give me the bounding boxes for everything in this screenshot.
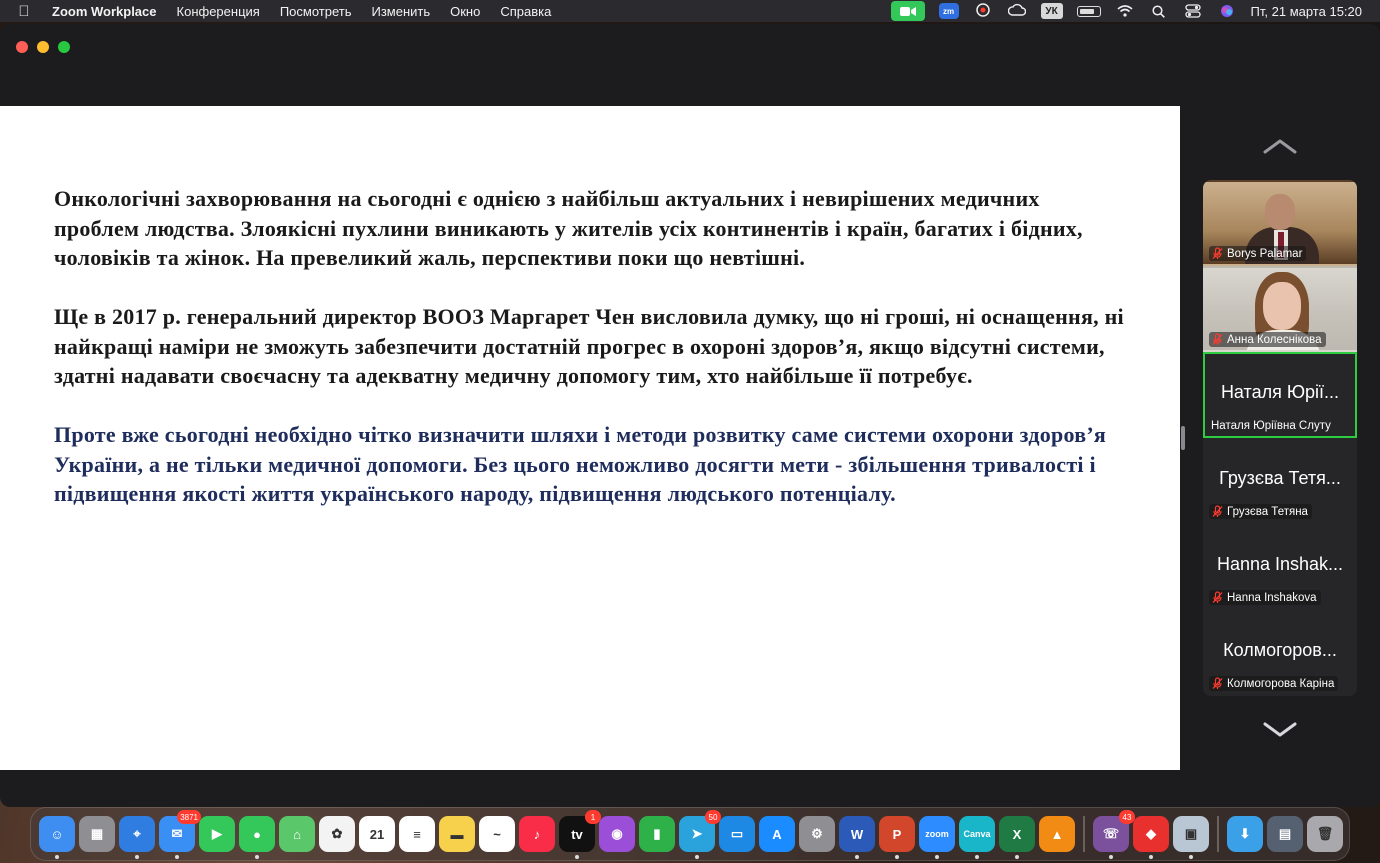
participant-label <box>1209 676 1338 691</box>
participant-display-name: Грузєва Тетя... <box>1219 468 1341 488</box>
notes-icon: ▬ <box>450 826 464 842</box>
splitter-handle[interactable] <box>1181 426 1185 450</box>
dock-app-freeform[interactable] <box>479 816 515 852</box>
keyboard-layout-icon[interactable]: УК <box>1041 3 1063 19</box>
slide-paragraph-highlight: Проте вже сьогодні необхідно чітко визначити шляхи і методи розвитку саме системи охорони здоров’я України, а не тільки медичної допомоги. Без цього неможливо досягти мети - збільшення тривалості і підвищення якості життя українського народу, підвищення людського потенціалу. <box>54 422 1107 506</box>
participant-name: Наталя Юріївна Слуту <box>1211 420 1331 432</box>
mic-muted-icon <box>1211 505 1224 518</box>
dock-app-telegram[interactable] <box>679 812 718 852</box>
dock-app-keynote[interactable] <box>719 816 755 852</box>
dock-app-preview[interactable] <box>1173 816 1209 852</box>
mail-icon: ✉ <box>171 826 183 841</box>
window-fullscreen-button[interactable] <box>58 41 70 53</box>
participant-label <box>1209 504 1312 519</box>
zoom-icon[interactable]: zm <box>939 3 959 19</box>
app-menu[interactable]: Zoom Workplace <box>52 3 157 19</box>
slide-paragraph: Ще в 2017 р. генеральний директор ВООЗ Маргарет Чен висловила думку, що ні гроші, ні оснащення, ні найкращі наміри не зможуть забезпечити достатній прогрес в охороні здоров’я, якщо відсутні системи, здатні надавати своєчасну та адекватну медичну допомогу тим, хто найбільше її потребує. <box>54 304 1124 388</box>
participant-label <box>1209 246 1306 261</box>
preview-icon: ▣ <box>1184 826 1198 841</box>
running-indicator <box>1109 855 1113 859</box>
dock-app-viber[interactable] <box>1093 812 1132 852</box>
dock-app-vlc[interactable] <box>1039 816 1075 852</box>
keynote-icon: ▭ <box>730 826 744 841</box>
maps-icon: ⌂ <box>293 826 301 842</box>
telegram-icon: ➤ <box>691 826 703 841</box>
zoom-icon: zoom <box>925 829 949 839</box>
siri-icon[interactable] <box>1217 3 1237 19</box>
apple-tv-icon: tv <box>571 826 583 842</box>
participant-name: Анна Колеснікова <box>1227 333 1322 346</box>
dock-app-music[interactable] <box>519 816 555 852</box>
participant-display-name: Наталя Юрії... <box>1220 382 1340 402</box>
control-center-icon[interactable] <box>1183 3 1203 19</box>
running-indicator <box>55 855 59 859</box>
participant-tile[interactable] <box>1203 438 1357 524</box>
participant-name: Колмогорова Каріна <box>1227 677 1335 690</box>
dock-app-trash[interactable] <box>1307 816 1343 852</box>
running-indicator <box>975 855 979 859</box>
participant-tile[interactable] <box>1203 266 1357 352</box>
window-close-button[interactable] <box>16 41 28 53</box>
chevron-down-icon[interactable] <box>1262 719 1298 739</box>
trash-icon: 🗑 <box>1316 826 1334 841</box>
battery-icon[interactable] <box>1077 6 1101 17</box>
safari-icon: ⌖ <box>133 826 141 841</box>
recent-items-icon: ▤ <box>1278 826 1292 841</box>
participant-gallery <box>1203 180 1357 696</box>
dock-app-zoom[interactable] <box>919 816 955 852</box>
participant-label <box>1209 419 1335 433</box>
menu-conference[interactable]: Конференция <box>176 3 260 19</box>
notification-badge: 1 <box>585 810 601 824</box>
menu-window[interactable]: Окно <box>450 3 481 19</box>
participant-tile-active-speaker[interactable] <box>1203 352 1357 438</box>
zoom-meeting-window <box>0 24 1380 807</box>
dock-app-finder[interactable] <box>39 816 75 852</box>
dock-app-word[interactable] <box>839 816 875 852</box>
notification-badge: 3871 <box>177 810 201 824</box>
running-indicator <box>175 855 179 859</box>
mic-muted-icon <box>1211 591 1224 604</box>
menu-bar <box>0 0 1380 22</box>
menu-bar-clock[interactable]: Пт, 21 марта 15:20 <box>1250 3 1362 19</box>
dock-app-maps[interactable] <box>279 816 315 852</box>
dock-app-anydesk[interactable] <box>1133 816 1169 852</box>
vlc-icon: ▲ <box>1050 826 1064 842</box>
music-icon: ♪ <box>533 826 541 842</box>
mic-muted-icon <box>1211 247 1224 260</box>
notification-badge: 50 <box>705 810 721 824</box>
dock <box>30 807 1350 861</box>
running-indicator <box>1015 855 1019 859</box>
participant-tile[interactable] <box>1203 610 1357 696</box>
photos-icon: ✿ <box>331 826 343 841</box>
freeform-icon: ~ <box>493 826 501 842</box>
finder-icon: ☺ <box>50 826 64 842</box>
participant-name: Borys Palamar <box>1227 247 1303 260</box>
system-settings-icon: ⚙ <box>811 826 823 841</box>
dock-app-numbers[interactable] <box>639 816 675 852</box>
menu-view[interactable]: Посмотреть <box>279 3 352 19</box>
dock-app-canva[interactable] <box>959 816 995 852</box>
dock-app-notes[interactable] <box>439 816 475 852</box>
window-controls <box>16 41 70 53</box>
dock-app-powerpoint[interactable] <box>879 816 915 852</box>
running-indicator <box>895 855 899 859</box>
running-indicator <box>135 855 139 859</box>
running-indicator <box>695 855 699 859</box>
running-indicator <box>1149 855 1153 859</box>
podcasts-icon: ◉ <box>611 826 623 841</box>
participant-display-name: Hanna Inshak... <box>1216 554 1344 574</box>
word-icon: W <box>850 826 864 842</box>
spotlight-search-icon[interactable] <box>1149 3 1169 19</box>
participant-label <box>1209 332 1326 347</box>
dock-app-app-store[interactable] <box>759 816 795 852</box>
wifi-icon[interactable] <box>1115 3 1135 19</box>
dock-app-messages[interactable] <box>239 816 275 852</box>
canva-icon: Canva <box>963 829 991 839</box>
notification-icon[interactable] <box>973 3 993 19</box>
dock-separator <box>1083 816 1085 852</box>
shared-screen-slide <box>0 106 1180 770</box>
dock-app-recent-items[interactable] <box>1267 816 1303 852</box>
messages-icon: ● <box>253 826 261 842</box>
apple-menu-icon[interactable] <box>16 3 32 20</box>
dock-app-safari[interactable] <box>119 816 155 852</box>
app-store-icon: A <box>772 826 782 842</box>
creative-cloud-icon[interactable] <box>1007 3 1027 19</box>
dock-app-launchpad[interactable] <box>79 816 115 852</box>
dock-app-system-settings[interactable] <box>799 816 835 852</box>
downloads-icon: ⬇ <box>1239 826 1251 841</box>
participant-label <box>1209 590 1321 605</box>
running-indicator <box>255 855 259 859</box>
reminders-icon: ≡ <box>413 826 421 842</box>
running-indicator <box>935 855 939 859</box>
video-camera-icon[interactable] <box>891 1 925 21</box>
dock-app-photos[interactable] <box>319 816 355 852</box>
participant-name: Грузєва Тетяна <box>1227 505 1308 518</box>
participant-tile[interactable] <box>1203 180 1357 266</box>
dock-app-downloads[interactable] <box>1227 816 1263 852</box>
dock-app-calendar[interactable] <box>359 816 395 852</box>
menu-edit[interactable]: Изменить <box>371 3 431 19</box>
running-indicator <box>855 855 859 859</box>
launchpad-icon: ▦ <box>90 826 104 841</box>
dock-separator <box>1217 816 1219 852</box>
dock-app-facetime[interactable] <box>199 816 235 852</box>
viber-icon: ☏ <box>1102 826 1120 841</box>
numbers-icon: ▮ <box>653 826 661 841</box>
anydesk-icon: ◆ <box>1146 826 1156 841</box>
participant-display-name: Колмогоров... <box>1223 640 1337 660</box>
excel-icon: X <box>1012 826 1022 842</box>
notification-badge: 43 <box>1119 810 1135 824</box>
running-indicator <box>1189 855 1193 859</box>
dock-app-excel[interactable] <box>999 816 1035 852</box>
dock-app-reminders[interactable] <box>399 816 435 852</box>
mic-muted-icon <box>1211 677 1224 690</box>
dock-app-mail[interactable] <box>159 812 198 852</box>
dock-app-podcasts[interactable] <box>599 816 635 852</box>
powerpoint-icon: P <box>892 826 902 842</box>
menu-help[interactable]: Справка <box>500 3 552 19</box>
mic-muted-icon <box>1211 333 1224 346</box>
chevron-up-icon[interactable] <box>1262 136 1298 156</box>
participant-tile[interactable] <box>1203 524 1357 610</box>
calendar-icon: 21 <box>369 826 385 842</box>
dock-app-apple-tv[interactable] <box>559 812 596 852</box>
window-minimize-button[interactable] <box>37 41 49 53</box>
participant-name: Hanna Inshakova <box>1227 591 1317 604</box>
facetime-icon: ▶ <box>212 826 222 841</box>
running-indicator <box>575 855 579 859</box>
slide-paragraph: Онкологічні захворювання на сьогодні є однією з найбільш актуальних і невирішених медичних проблем людства. Злоякісні пухлини виникають у жителів усіх континентів і країн, багатих і бідних, чоловіків та жінок. На превеликий жаль, перспективи поки що невтішні. <box>54 186 1083 270</box>
